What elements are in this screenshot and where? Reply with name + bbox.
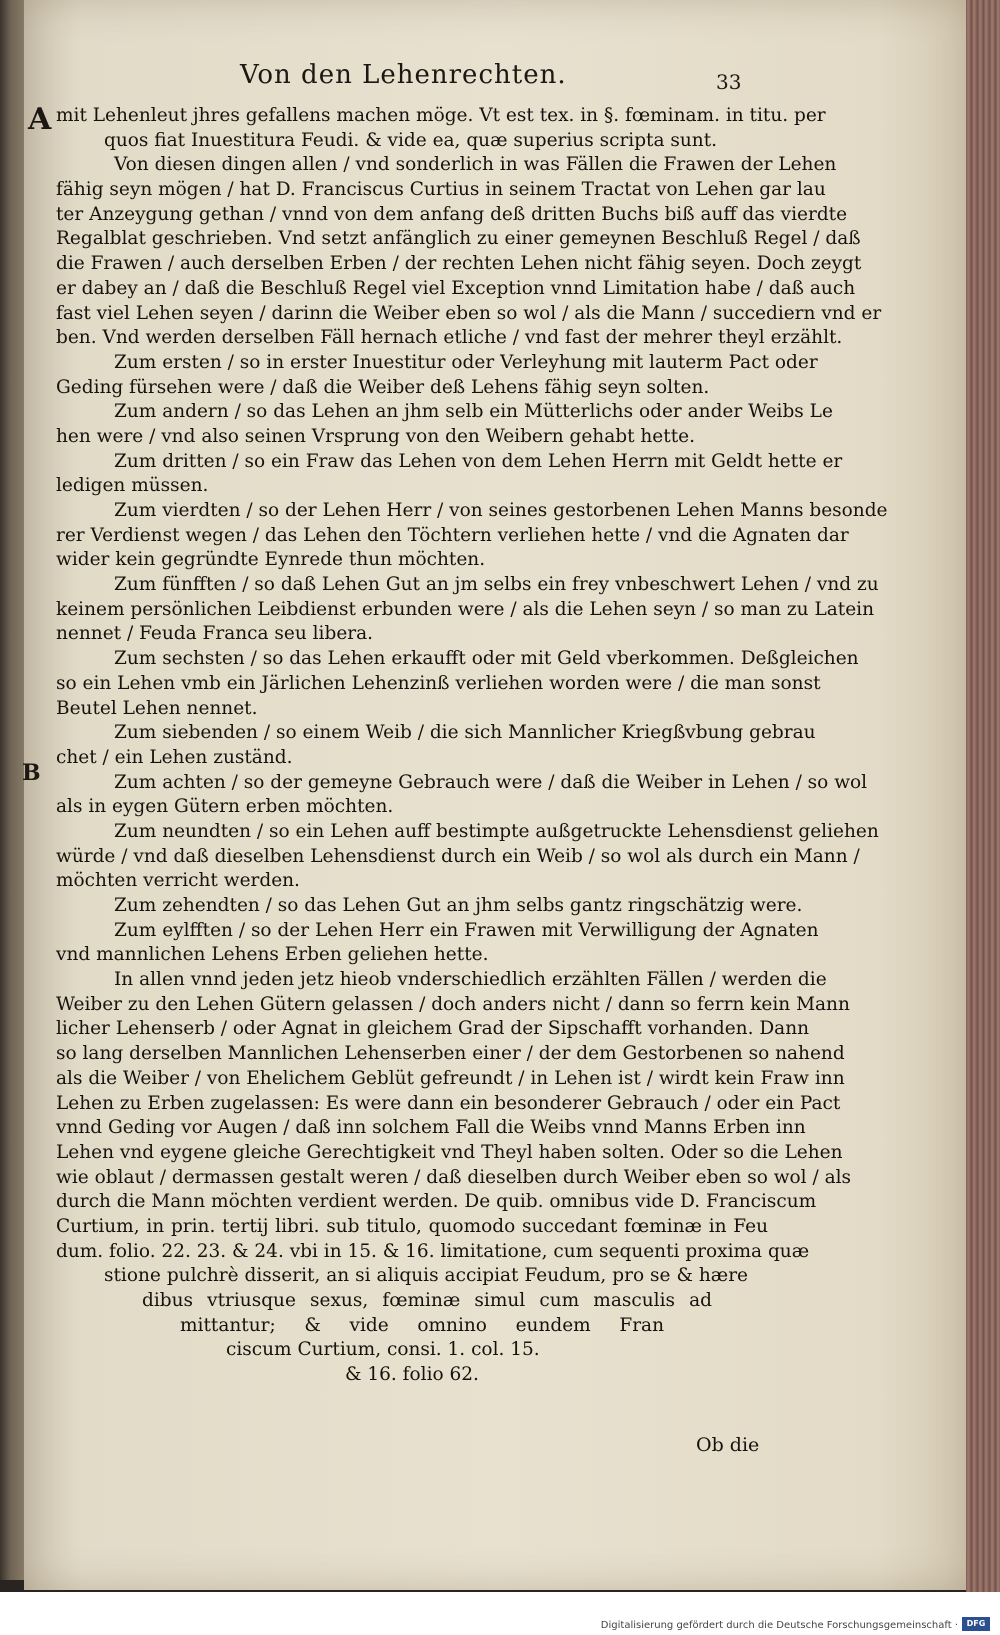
- text-line: Zum sechsten / so das Lehen erkaufft oder mit Geld vberkommen. Deßgleichen: [114, 648, 859, 670]
- text-line: Zum fünfften / so daß Lehen Gut an jm selbs ein frey vnbeschwert Lehen / vnd zu: [114, 574, 879, 596]
- text-line: Zum andern / so das Lehen an jhm selb ein Mütterlichs oder ander Weibs Le: [114, 401, 833, 423]
- text-line: ledigen müssen.: [56, 475, 209, 497]
- catchword: Ob die: [696, 1434, 760, 1456]
- funding-credit: Digitalisierung gefördert durch die Deutsche Forschungsgemeinschaft ·: [600, 1620, 958, 1631]
- text-line: Lehen zu Erben zugelassen: Es were dann ein besonderer Gebrauch / oder ein Pact: [56, 1092, 841, 1114]
- text-line: quos fiat Inuestitura Feudi. & vide ea, quæ superius scripta sunt.: [104, 129, 718, 151]
- text-line: stione pulchrè disserit, an si aliquis accipiat Feudum, pro se & hære: [104, 1265, 748, 1287]
- text-line: ciscum Curtium, consi. 1. col. 15.: [226, 1339, 540, 1361]
- text-line: Zum vierdten / so der Lehen Herr / von seines gestorbenen Lehen Manns besonde: [114, 500, 888, 521]
- text-line: mit Lehenleut jhres gefallens machen möge. Vt est tex. in §. fœminam. in titu. per: [56, 105, 826, 126]
- text-line: würde / vnd daß dieselben Lehensdienst durch ein Weib / so wol als durch ein Mann /: [56, 845, 860, 867]
- text-line: Zum zehendten / so das Lehen Gut an jhm selbs gantz ringschätzig were.: [114, 895, 803, 916]
- text-line: Zum eylfften / so der Lehen Herr ein Frawen mit Verwilligung der Agnaten: [114, 919, 819, 941]
- text-line: durch die Mann möchten verdient werden. De quib. omnibus vide D. Franciscum: [56, 1191, 817, 1213]
- margin-letter-b: B: [22, 760, 41, 786]
- body-text: [56, 104, 888, 1388]
- text-line: ben. Vnd werden derselben Fäll hernach etliche / vnd fast der mehrer theyl erzählt.: [56, 327, 843, 349]
- text-line: licher Lehenserb / oder Agnat in gleichem Grad der Sipschafft vorhanden. Dann: [56, 1018, 810, 1040]
- text-line: vnnd Geding vor Augen / daß inn solchem Fall die Weibs vnnd Manns Erben inn: [56, 1117, 806, 1139]
- page-number: 33: [716, 70, 742, 94]
- text-line: als in eygen Gütern erben möchten.: [56, 796, 394, 818]
- text-line: fähig seyn mögen / hat D. Franciscus Curtius in seinem Tractat von Lehen gar lau: [56, 179, 826, 201]
- text-line: so lang derselben Mannlichen Lehenserben einer / der dem Gestorbenen so nahend: [56, 1043, 845, 1065]
- text-line: Beutel Lehen nennet.: [56, 697, 258, 719]
- text-line: Curtium, in prin. tertij libri. sub titulo, quomodo succedant fœminæ in Feu: [56, 1215, 768, 1237]
- margin-letter-a: A: [28, 102, 52, 137]
- text-line: nennet / Feuda Franca seu libera.: [56, 623, 374, 645]
- facing-page-edge: [0, 0, 26, 1580]
- text-line: Weiber zu den Lehen Gütern gelassen / doch anders nicht / dann so ferrn kein Mann: [56, 993, 850, 1015]
- text-line: Zum ersten / so in erster Inuestitur oder Verleyhung mit lauterm Pact oder: [114, 351, 818, 373]
- text-line: wider kein gegründte Eynrede thun möchten.: [56, 549, 486, 571]
- text-line: dibus vtriusque sexus, fœminæ simul cum masculis ad: [142, 1290, 712, 1311]
- text-line: Regalblat geschrieben. Vnd setzt anfänglich zu einer gemeynen Beschluß Regel / daß: [56, 228, 861, 250]
- text-line: fast viel Lehen seyen / darinn die Weiber eben so wol / als die Mann / succediern vnd er: [56, 302, 882, 324]
- text-line: & 16. folio 62.: [345, 1364, 479, 1386]
- text-line: ter Anzeygung gethan / vnnd von dem anfang deß dritten Buchs biß auff das vierdte: [56, 203, 848, 225]
- text-line: chet / ein Lehen zuständ.: [56, 746, 293, 768]
- text-line: Von diesen dingen allen / vnd sonderlich in was Fällen die Frawen der Lehen: [114, 154, 837, 176]
- text-line: Lehen vnd eygene gleiche Gerechtigkeit vnd Theyl haben solten. Oder so die Lehen: [56, 1141, 843, 1163]
- text-line: so ein Lehen vmb ein Järlichen Lehenzinß verliehen worden were / die man sonst: [56, 672, 821, 694]
- text-line: als die Weiber / von Ehelichem Geblüt gefreundt / in Lehen ist / wirdt kein Fraw inn: [56, 1067, 845, 1089]
- running-head: Von den Lehenrechten.: [240, 60, 567, 90]
- text-line: Zum neundten / so ein Lehen auff bestimpte außgetruckte Lehensdienst geliehen: [114, 820, 879, 842]
- text-line: hen were / vnd also seinen Vrsprung von den Weibern gehabt hette.: [56, 425, 695, 447]
- text-line: wie oblaut / dermassen gestalt weren / daß dieselben durch Weiber eben so wol / als: [56, 1166, 852, 1188]
- text-line: Zum dritten / so ein Fraw das Lehen von dem Lehen Herrn mit Geldt hette er: [114, 450, 843, 472]
- dfg-logo: DFG: [962, 1617, 990, 1631]
- text-line: mittantur; & vide omnino eundem Fran: [180, 1314, 664, 1336]
- text-line: dum. folio. 22. 23. & 24. vbi in 15. & 16. limitatione, cum sequenti proxima quæ: [56, 1240, 810, 1262]
- text-line: vnd mannlichen Lehens Erben geliehen hette.: [56, 944, 489, 966]
- text-line: er dabey an / daß die Beschluß Regel viel Exception vnnd Limitation habe / daß auch: [56, 277, 856, 299]
- text-line: Geding fürsehen were / daß die Weiber deß Lehens fähig seyn solten.: [56, 376, 710, 398]
- text-line: möchten verricht werden.: [56, 870, 300, 892]
- text-line: Zum achten / so der gemeyne Gebrauch were / daß die Weiber in Lehen / so wol: [114, 771, 868, 793]
- page-stack-edge: [966, 0, 1000, 1600]
- text-line: keinem persönlichen Leibdienst erbunden were / als die Lehen seyn / so man zu Latein: [56, 598, 874, 620]
- text-line: die Frawen / auch derselben Erben / der rechten Lehen nicht fähig seyen. Doch zeygt: [56, 253, 862, 275]
- text-line: Zum siebenden / so einem Weib / die sich Mannlicher Kriegßvbung gebrau: [114, 722, 816, 744]
- text-line: In allen vnnd jeden jetz hieob vnderschiedlich erzählten Fällen / werden die: [114, 969, 827, 991]
- text-line: rer Verdienst wegen / das Lehen den Töchtern verliehen hette / vnd die Agnaten dar: [56, 524, 849, 546]
